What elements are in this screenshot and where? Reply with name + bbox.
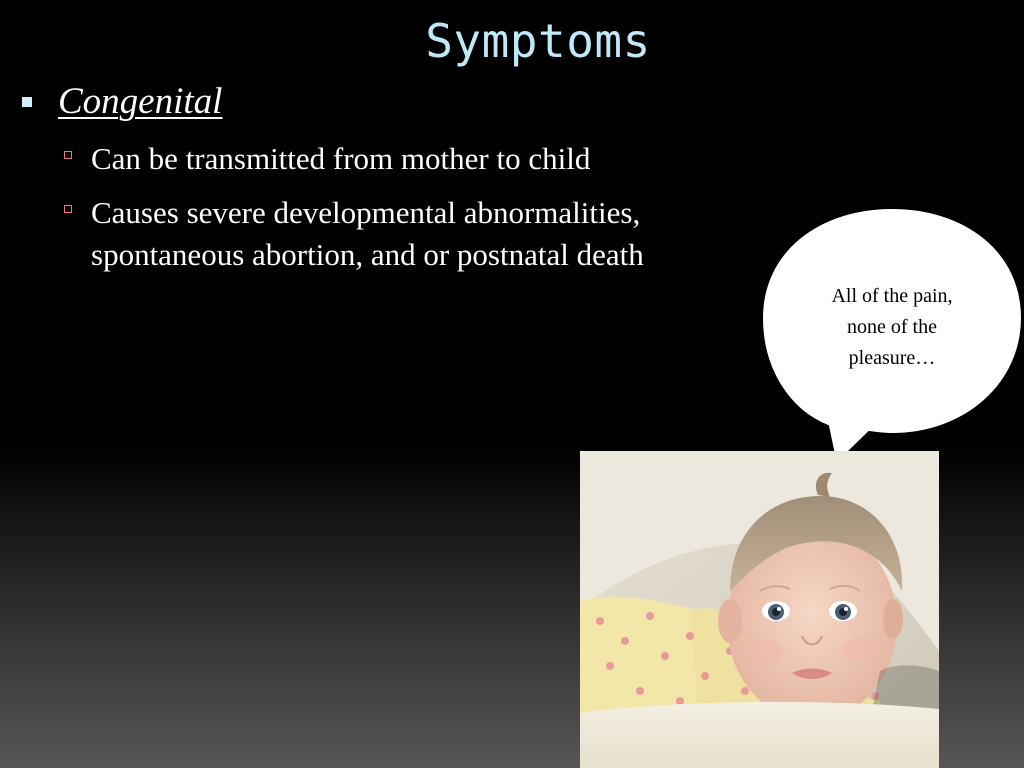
sub-bullet-list	[64, 138, 764, 288]
hollow-square-bullet-icon	[64, 151, 72, 159]
speech-bubble-text	[760, 281, 1024, 374]
slide-title: Symptoms	[425, 14, 651, 68]
speech-bubble	[760, 206, 1024, 434]
bullet-congenital	[22, 80, 222, 124]
hollow-square-bullet-icon	[64, 205, 72, 213]
baby-photo	[580, 451, 939, 768]
sub-bullet-text: Can be transmitted from mother to child	[91, 141, 591, 176]
speech-line-1: All of the pain,	[831, 285, 953, 307]
speech-line-2: none of the	[847, 316, 937, 338]
sub-bullet-text: Causes severe developmental abnormalities, spontaneous abortion, and or postnatal death	[91, 195, 644, 272]
bullet-congenital-text: Congenital	[58, 81, 223, 122]
baby-photo-illustration	[580, 451, 939, 768]
square-bullet-icon	[22, 97, 32, 107]
sub-bullet-item	[64, 192, 764, 276]
speech-line-3: pleasure…	[848, 347, 936, 369]
sub-bullet-item	[64, 138, 764, 180]
